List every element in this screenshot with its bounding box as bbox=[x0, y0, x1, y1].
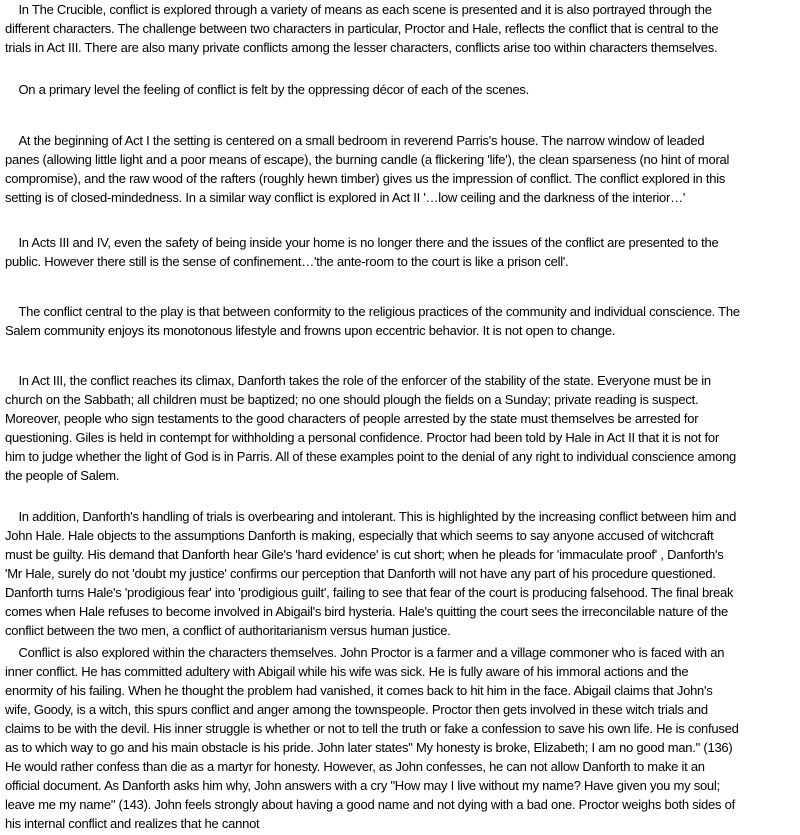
paragraph bbox=[5, 131, 800, 207]
text-line: The conflict central to the play is that between conformity to the religious practices of the community and individual conscience. The bbox=[5, 304, 740, 319]
text-line: John Hale. Hale objects to the assumptions Danforth is making, especially that which seems to say anyone accused of witchcraft bbox=[5, 528, 714, 543]
text-line: wife, Goody, is a witch, this spurs conflict and anger among the townspeople. Proctor then gets involved in these witch trials and bbox=[5, 702, 708, 717]
text-line: In addition, Danforth's handling of trials is overbearing and intolerant. This is highlighted by the increasing conflict between him and bbox=[5, 509, 737, 524]
text-line: In Act III, the conflict reaches its climax, Danforth takes the role of the enforcer of the stability of the state. Everyone must be in bbox=[5, 373, 711, 388]
paragraph bbox=[5, 507, 800, 640]
paragraph bbox=[5, 643, 800, 833]
text-line: setting is of closed-mindedness. In a similar way conflict is explored in Act II '…low ceiling and the darkness of the interior…' bbox=[5, 190, 686, 205]
text-line: Conflict is also explored within the characters themselves. John Proctor is a farmer and a village commoner who is faced with an bbox=[5, 645, 725, 660]
text-line: official document. As Danforth asks him why, John answers with a cry "How may I live without my name? Have given you my soul; bbox=[5, 778, 720, 793]
text-line: claims to be with the devil. His inner struggle is whether or not to tell the truth or fake a confession to save his own life. He is confused bbox=[5, 721, 739, 736]
text-line: enormity of his failing. When he thought the problem had vanished, it comes back to hit him in the face. Abigail claims that John's bbox=[5, 683, 713, 698]
text-line: Salem community enjoys its monotonous lifestyle and frowns upon eccentric behavior. It is not open to change. bbox=[5, 323, 616, 338]
paragraph bbox=[5, 371, 800, 485]
paragraph bbox=[5, 302, 800, 340]
text-line: questioning. Giles is held in contempt for withholding a personal confidence. Proctor had been told by Hale in Act II that it is not for bbox=[5, 430, 719, 445]
text-line: comes when Hale refuses to become involved in Abigail's bird hysteria. Hale's quitting the court sees the irreconcilable nature of the bbox=[5, 604, 728, 619]
text-line: 'Mr Hale, surely do not 'doubt my justice' confirms our perception that Danforth will not have any part of his procedure questioned. bbox=[5, 566, 716, 581]
text-line: panes (allowing little light and a poor means of escape), the burning candle (a flickering 'life'), the clean sparseness (no hint of moral bbox=[5, 152, 730, 167]
text-line: He would rather confess than die as a martyr for honesty. However, as John confesses, he can not allow Danforth to make it an bbox=[5, 759, 705, 774]
text-line: public. However there still is the sense of confinement…'the ante-room to the court is like a prison cell'. bbox=[5, 254, 569, 269]
text-line: as to which way to go and his main obstacle is his pride. John later states" My honesty is broke, Elizabeth; I am no good man." (136) bbox=[5, 740, 733, 755]
text-line: church on the Sabbath; all children must be baptized; no one should plough the fields on a Sunday; private reading is suspect. bbox=[5, 392, 699, 407]
paragraph bbox=[5, 233, 800, 271]
text-line: the people of Salem. bbox=[5, 468, 120, 483]
text-line: In Acts III and IV, even the safety of being inside your home is no longer there and the issues of the conflict are presented to the bbox=[5, 235, 719, 250]
text-line: compromise), and the raw wood of the rafters (roughly hewn timber) gives us the impression of conflict. The conflict explored in this bbox=[5, 171, 726, 186]
paragraph bbox=[5, 80, 800, 99]
text-line: At the beginning of Act I the setting is centered on a small bedroom in reverend Parris's house. The narrow window of leaded bbox=[5, 133, 705, 148]
text-line: must be guilty. His demand that Danforth hear Gile's 'hard evidence' is cut short; when he pleads for 'immaculate proof' , Danforth's bbox=[5, 547, 724, 562]
text-line: leave me my name" (143). John feels strongly about having a good name and not dying with a bad one. Proctor weighs both sides of bbox=[5, 797, 735, 812]
text-line: In The Crucible, conflict is explored through a variety of means as each scene is presented and it is also portrayed through the bbox=[5, 2, 712, 17]
text-line: inner conflict. He has committed adultery with Abigail while his wife was sick. He is fully aware of his immoral actions and the bbox=[5, 664, 689, 679]
text-line: On a primary level the feeling of conflict is felt by the oppressing décor of each of the scenes. bbox=[5, 82, 529, 97]
text-line: Moreover, people who sign testaments to the good characters of people arrested by the state must themselves be arrested for bbox=[5, 411, 699, 426]
paragraph bbox=[5, 0, 800, 57]
text-line: trials in Act III. There are also many private conflicts among the lesser characters, conflicts arise too within characters themselves. bbox=[5, 40, 718, 55]
text-line: him to judge whether the light of God is in Parris. All of these examples point to the denial of any right to individual conscience among bbox=[5, 449, 737, 464]
text-line: Danforth turns Hale's 'prodigious fear' into 'prodigious guilt', failing to see that fear of the court is producing falsehood. The final break bbox=[5, 585, 734, 600]
text-line: conflict between the two men, a conflict of authoritarianism versus human justice. bbox=[5, 623, 451, 638]
text-line: his internal conflict and realizes that he cannot bbox=[5, 816, 260, 831]
text-line: different characters. The challenge between two characters in particular, Proctor and Hale, reflects the conflict that is central to the bbox=[5, 21, 719, 36]
